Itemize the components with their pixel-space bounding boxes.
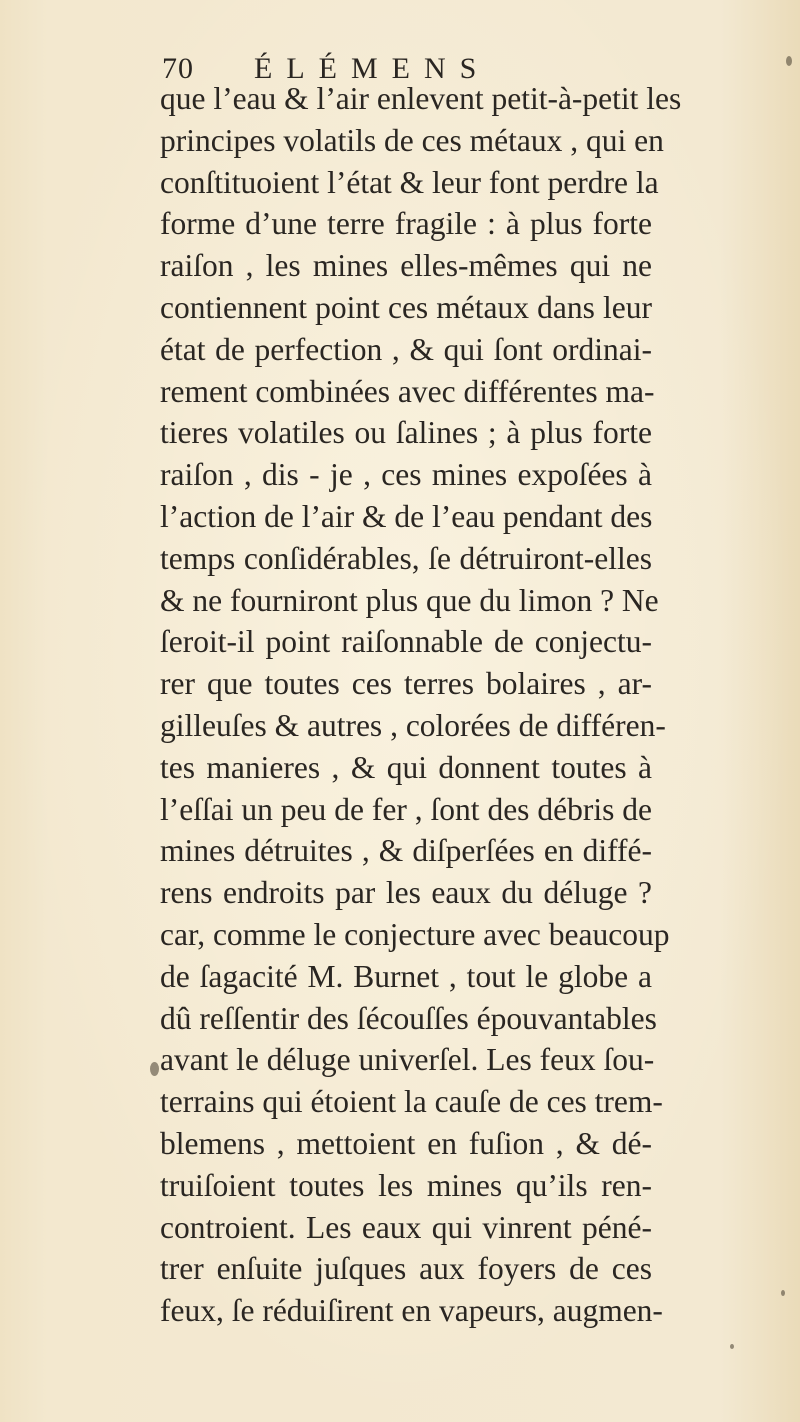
ink-blot — [730, 1344, 734, 1349]
text-line: contiennent point ces métaux dans leur — [160, 289, 652, 325]
text-line: rer que toutes ces terres bolaires , ar- — [160, 666, 652, 702]
text-line: avant le déluge univerſel. Les feux ſou- — [160, 1042, 655, 1078]
text-line: truiſoient toutes les mines qu’ils ren- — [160, 1167, 652, 1203]
text-line: l’eſſai un peu de fer , ſont des débris de — [160, 791, 652, 827]
body-text — [160, 78, 682, 1332]
text-line: raiſon , les mines elles-mêmes qui ne — [160, 248, 652, 284]
text-line: car, comme le conjecture avec beaucoup — [160, 916, 670, 952]
text-line: que l’eau & l’air enlevent petit-à-petit les — [160, 81, 682, 116]
text-line: blemens , mettoient en fuſion , & dé- — [160, 1125, 652, 1161]
text-line: raiſon , dis - je , ces mines expoſées à — [160, 457, 652, 493]
text-line: feux, ſe réduiſirent en vapeurs, augmen- — [160, 1293, 663, 1329]
text-line: forme d’une terre fragile : à plus forte — [160, 206, 652, 242]
ink-blot — [786, 56, 792, 66]
page-number: 70 — [162, 52, 194, 85]
text-line: dû reſſentir des ſécouſſes épouvantables — [160, 1000, 657, 1036]
text-line: trer enſuite juſques aux foyers de ces — [160, 1251, 652, 1287]
ink-blot — [781, 1290, 785, 1296]
text-line: mines détruites , & diſperſées en diffé- — [160, 833, 652, 869]
text-line: temps conſidérables, ſe détruiront-elles — [160, 540, 652, 576]
text-line: l’action de l’air & de l’eau pendant des — [160, 498, 653, 534]
text-line: principes volatils de ces métaux , qui en — [160, 122, 664, 158]
text-line: controient. Les eaux qui vinrent péné- — [160, 1209, 652, 1245]
text-line: de ſagacité M. Burnet , tout le globe a — [160, 958, 652, 994]
text-line: & ne fourniront plus que du limon ? Ne — [160, 582, 659, 618]
text-line: gilleuſes & autres , colorées de différen- — [160, 707, 666, 743]
text-line: conſtituoient l’état & leur font perdre la — [160, 164, 659, 200]
text-line: rement combinées avec différentes ma- — [160, 373, 655, 409]
text-line: état de perfection , & qui ſont ordinai- — [160, 331, 652, 367]
text-line: terrains qui étoient la cauſe de ces trem- — [160, 1084, 663, 1120]
text-line: rens endroits par les eaux du déluge ? — [160, 875, 652, 911]
running-head: ÉLÉMENS — [254, 52, 491, 85]
text-line: tieres volatiles ou ſalines ; à plus forte — [160, 415, 652, 451]
text-line: tes manieres , & qui donnent toutes à — [160, 749, 652, 785]
ink-blot — [150, 1062, 159, 1076]
text-line: ſeroit-il point raiſonnable de conjectu- — [160, 624, 652, 660]
